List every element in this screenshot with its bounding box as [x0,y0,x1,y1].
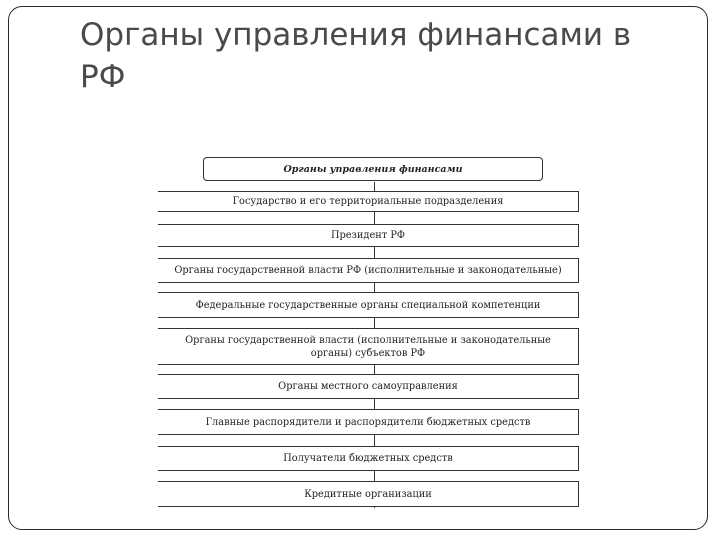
level-box-president: Президент РФ [158,224,579,247]
diagram-header-box: Органы управления финансами [203,157,543,181]
level-box-budget-administrators: Главные распорядители и распорядители бюджетных средств [158,409,579,435]
level-box-special-competence: Федеральные государственные органы специальной компетенции [158,292,579,318]
level-box-state: Государство и его территориальные подразделения [158,191,579,212]
level-box-budget-recipients: Получатели бюджетных средств [158,446,579,471]
level-box-credit-organizations: Кредитные организации [158,481,579,507]
level-box-local-government: Органы местного самоуправления [158,374,579,399]
level-box-regional-authorities: Органы государственной власти (исполнительные и законодательные органы) субъектов РФ [158,328,579,365]
level-box-federal-authorities: Органы государственной власти РФ (исполнительные и законодательные) [158,258,579,283]
slide-title: Органы управления финансами в РФ [80,17,632,95]
